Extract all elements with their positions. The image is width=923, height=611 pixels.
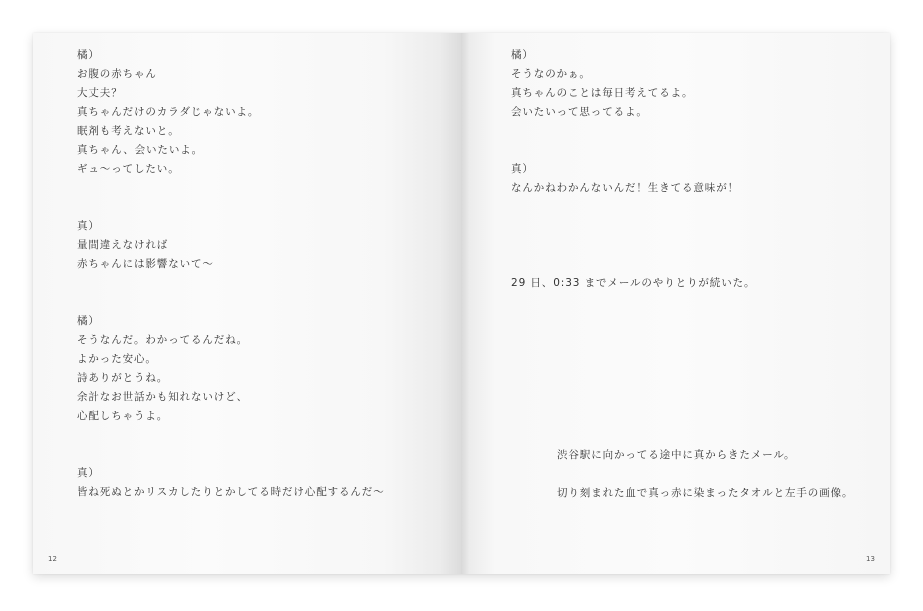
text-line: 赤ちゃんには影響ないて〜 bbox=[77, 258, 214, 270]
text-line: お腹の赤ちゃん bbox=[77, 68, 157, 80]
text-line: 真） bbox=[77, 467, 100, 479]
text-line: 真ちゃん、会いたいよ。 bbox=[77, 144, 204, 156]
narration-block bbox=[511, 274, 755, 293]
text-line: 橘） bbox=[77, 49, 100, 61]
text-line: 真ちゃんだけのカラダじゃないよ。 bbox=[77, 106, 260, 118]
text-line: 皆ね死ぬとかリスカしたりとかしてる時だけ心配するんだ〜 bbox=[77, 486, 385, 498]
text-line: 量間違えなければ bbox=[77, 239, 169, 251]
text-line: 会いたいって思ってるよ。 bbox=[511, 106, 648, 118]
caption-line: 切り刻まれた血で真っ赤に染まったタオルと左手の画像。 bbox=[557, 487, 854, 499]
dialogue-block-1 bbox=[511, 46, 693, 122]
page-number: 13 bbox=[866, 555, 875, 563]
caption-line: 渋谷駅に向かってる途中に真からきたメール。 bbox=[557, 449, 796, 461]
dialogue-block-2 bbox=[77, 217, 214, 274]
dialogue-block-2 bbox=[511, 160, 739, 198]
book-spread bbox=[33, 33, 890, 574]
text-line: 真ちゃんのことは毎日考えてるよ。 bbox=[511, 87, 694, 99]
narration-text: 29 日、0:33 までメールのやりとりが続いた。 bbox=[511, 277, 756, 289]
text-line: 橘） bbox=[77, 315, 100, 327]
dialogue-block-1 bbox=[77, 46, 259, 179]
left-page bbox=[33, 33, 461, 574]
text-line: 余計なお世話かも知れないけど、 bbox=[77, 391, 248, 403]
text-line: 真） bbox=[77, 220, 100, 232]
dialogue-block-4 bbox=[77, 464, 385, 502]
text-line: 詩ありがとうね。 bbox=[77, 372, 169, 384]
page-number: 12 bbox=[48, 555, 57, 563]
text-line: そうなのかぁ。 bbox=[511, 68, 591, 80]
text-line: 心配しちゃうよ。 bbox=[77, 410, 169, 422]
text-line: 眠剤も考えないと。 bbox=[77, 125, 180, 137]
right-page bbox=[461, 33, 890, 574]
text-line: 大丈夫？ bbox=[77, 87, 123, 99]
dialogue-block-3 bbox=[77, 312, 248, 426]
text-line: なんかねわかんないんだ！生きてる意味が！ bbox=[511, 182, 739, 194]
text-line: 橘） bbox=[511, 49, 534, 61]
text-line: ギュ〜ってしたい。 bbox=[77, 163, 180, 175]
text-line: そうなんだ。わかってるんだね。 bbox=[77, 334, 248, 346]
caption-block bbox=[557, 446, 853, 503]
text-line: よかった安心。 bbox=[77, 353, 157, 365]
text-line: 真） bbox=[511, 163, 534, 175]
